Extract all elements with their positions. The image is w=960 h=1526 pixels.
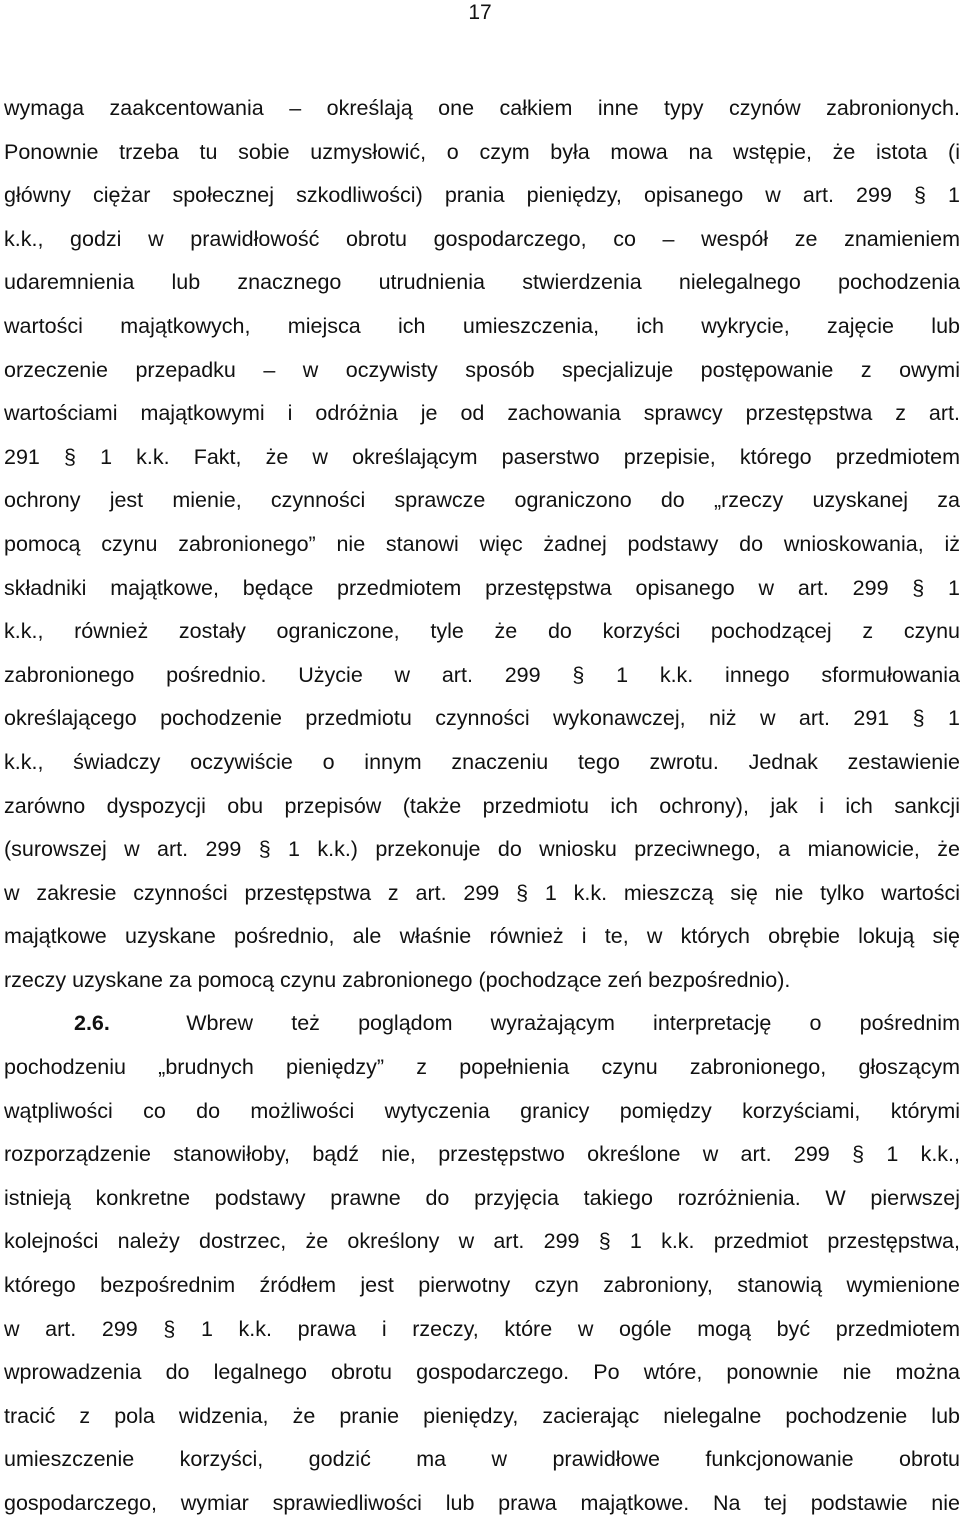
text-line: składniki majątkowe, będące przedmiotem przestępstwa opisanego w art. 299 § 1 [4,575,960,600]
text-line: główny ciężar społecznej szkodliwości) prania pieniędzy, opisanego w art. 299 § 1 [4,183,960,208]
section-first-line: Wbrew też poglądom wyrażającym interpretację o pośrednim [186,1011,960,1036]
text-line: rzeczy uzyskane za pomocą czynu zabronionego (pochodzące zeń bezpośrednio). [4,967,791,992]
document-body [4,87,960,1526]
text-line: k.k., godzi w prawidłowość obrotu gospodarczego, co – wespół ze znamieniem [4,226,960,251]
text-line: w zakresie czynności przestępstwa z art. 299 § 1 k.k. mieszczą się nie tylko wartości [4,880,960,905]
text-line: wartościami majątkowymi i odróżnia je od zachowania sprawcy przestępstwa z art. [4,401,960,426]
text-line: zabronionego pośrednio. Użycie w art. 299 § 1 k.k. innego sformułowania [4,662,960,687]
text-line: określającego pochodzenie przedmiotu czynności wykonawczej, niż w art. 291 § 1 [4,706,960,731]
text-line: umieszczenie korzyści, godzić ma w prawidłowe funkcjonowanie obrotu [4,1447,960,1472]
text-line: orzeczenie przepadku – w oczywisty sposób specjalizuje postępowanie z owymi [4,357,960,382]
text-line: (surowszej w art. 299 § 1 k.k.) przekonuje do wniosku przeciwnego, a mianowicie, że [4,837,960,862]
text-line: rozporządzenie stanowiłoby, bądź nie, przestępstwo określone w art. 299 § 1 k.k., [4,1142,960,1167]
text-line: k.k., również zostały ograniczone, tyle że do korzyści pochodzącej z czynu [4,619,960,644]
text-line: gospodarczego, wymiar sprawiedliwości lub prawa majątkowe. Na tej podstawie nie [4,1491,960,1515]
text-line: kolejności należy dostrzec, że określony w art. 299 § 1 k.k. przedmiot przestępstwa, [4,1229,960,1254]
text-line: pochodzeniu „brudnych pieniędzy” z popełnienia czynu zabronionego, głoszącym [4,1055,960,1080]
text-line: wprowadzenia do legalnego obrotu gospodarczego. Po wtóre, ponownie nie można [4,1360,960,1385]
text-line: wartości majątkowych, miejsca ich umieszczenia, ich wykrycie, zajęcie lub [4,313,960,338]
text-line: wątpliwości co do możliwości wytyczenia granicy pomiędzy korzyściami, którymi [4,1098,960,1123]
text-line: 291 § 1 k.k. Fakt, że w określającym paserstwo przepisie, którego przedmiotem [4,444,960,469]
text-line: wymaga zaakcentowania – określają one całkiem inne typy czynów zabronionych. [4,96,960,120]
text-line: pomocą czynu zabronionego” nie stanowi więc żadnej podstawy do wnioskowania, iż [4,531,960,556]
text-line: którego bezpośrednim źródłem jest pierwotny czyn zabroniony, stanowią wymienione [4,1273,960,1298]
text-line: zarówno dyspozycji obu przepisów (także przedmiotu ich ochrony), jak i ich sankcji [4,793,960,818]
page-number: 17 [468,1,492,24]
text-line: majątkowe uzyskane pośrednio, ale właśnie również i te, w których obrębie lokują się [4,924,960,949]
section-number: 2.6. [74,1011,110,1036]
text-line: Ponownie trzeba tu sobie uzmysłowić, o czym była mowa na wstępie, że istota (i [4,139,960,164]
text-line: tracić z pola widzenia, że pranie pieniędzy, zacierając nielegalne pochodzenie lub [4,1403,960,1428]
text-line: udaremnienia lub znacznego utrudnienia stwierdzenia nielegalnego pochodzenia [4,270,960,295]
text-line: ochrony jest mienie, czynności sprawcze ograniczono do „rzeczy uzyskanej za [4,488,960,513]
text-line: istnieją konkretne podstawy prawne do przyjęcia takiego rozróżnienia. W pierwszej [4,1185,960,1210]
text-line: w art. 299 § 1 k.k. prawa i rzeczy, które w ogóle mogą być przedmiotem [4,1316,960,1341]
section-heading-line [4,1002,960,1046]
text-line: k.k., świadczy oczywiście o innym znaczeniu tego zwrotu. Jednak zestawienie [4,749,960,774]
